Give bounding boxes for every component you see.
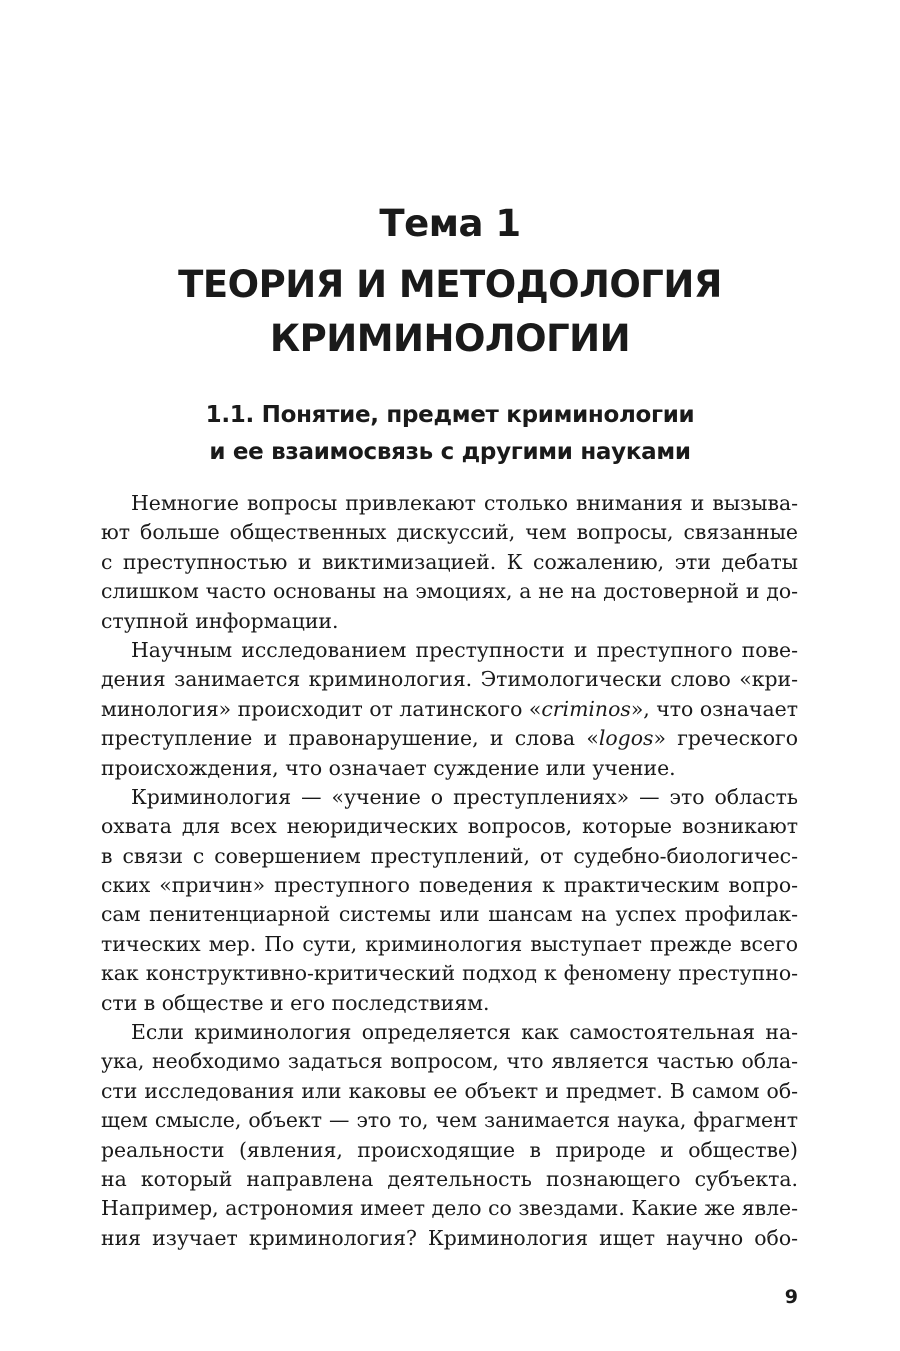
paragraph [101,489,798,636]
paragraph-line: охвата для всех неюридических вопросов, которые возникают [101,814,798,839]
paragraph-line: ука, необходимо задаться вопросом, что является частью обла- [101,1049,798,1074]
paragraph-line: сти исследования или каковы ее объект и предмет. В самом об- [101,1078,798,1103]
paragraph-line: Научным исследованием преступности и преступного пове- [131,637,798,662]
paragraph-line: ния изучает криминология? Криминология ищет научно обо- [101,1225,798,1250]
paragraph-line: как конструктивно-критический подход к феномену преступно- [101,961,798,986]
paragraph [101,1018,798,1253]
paragraph-line: реальности (явления, происходящие в природе и обществе) [101,1137,798,1162]
paragraph-line: дения занимается криминология. Этимологически слово «кри- [101,667,798,692]
paragraph-line: слишком часто основаны на эмоциях, а не на достоверной и до- [101,579,798,604]
paragraph-line: сти в обществе и его последствиям. [101,990,490,1015]
paragraph-line: происхождения, что означает суждение или учение. [101,755,676,780]
paragraph-line: сам пенитенциарной системы или шансам на успех профилак- [101,902,798,927]
paragraph-line: ских «причин» преступного поведения к практическим вопро- [101,873,798,898]
paragraph-line: на который направлена деятельность познающего субъекта. [101,1166,798,1191]
paragraph-line: Если криминология определяется как самостоятельная на- [131,1020,798,1045]
paragraph-line: тических мер. По сути, криминология выступает прежде всего [101,931,798,956]
paragraph-line: с преступностью и виктимизацией. К сожалению, эти дебаты [101,549,798,574]
paragraph-line: щем смысле, объект — это то, чем занимается наука, фрагмент [101,1108,798,1133]
paragraph-line: в связи с совершением преступлений, от судебно-биологичес- [101,843,798,868]
page-number: 9 [784,1286,798,1308]
paragraph-line: ют больше общественных дискуссий, чем вопросы, связанные [101,520,798,545]
chapter-number: Тема 1 [379,202,521,245]
section-title-line: и ее взаимосвязь с другими науками [209,439,691,465]
paragraph-line: преступление и правонарушение, и слова «logos» греческого [101,726,798,751]
section-title-line: 1.1. Понятие, предмет криминологии [205,402,695,428]
paragraph [101,783,798,1018]
paragraph-line: ступной информации. [101,608,339,633]
chapter-title-line: КРИМИНОЛОГИИ [269,317,631,360]
paragraph-line: Например, астрономия имеет дело со звездами. Какие же явле- [101,1196,798,1221]
paragraph-line: Немногие вопросы привлекают столько внимания и вызыва- [131,491,798,515]
paragraph-line: Криминология — «учение о преступлениях» — это область [131,784,798,809]
paragraph-line: минология» происходит от латинского «criminos», что означает [101,696,798,721]
paragraph [101,636,798,783]
section-title [0,397,900,471]
body-text [101,489,798,1253]
chapter-title [0,258,900,366]
chapter-title-line: ТЕОРИЯ И МЕТОДОЛОГИЯ [178,263,722,306]
